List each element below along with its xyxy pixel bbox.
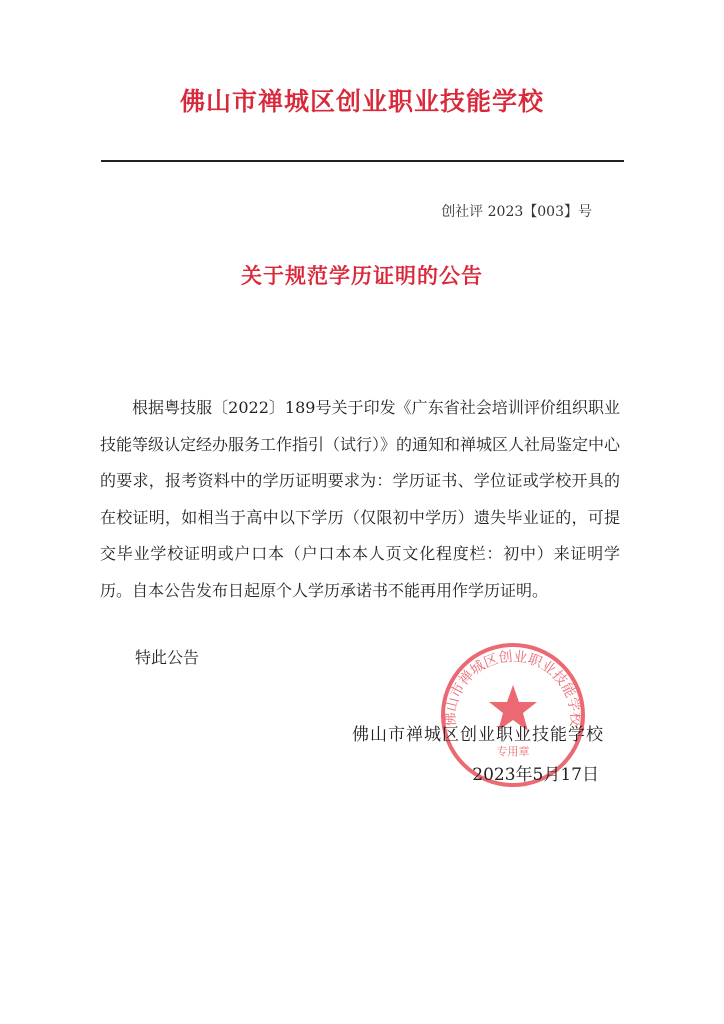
document-number: 创社评 2023【003】号: [441, 204, 592, 220]
signature-date: 2023年5月17日: [472, 765, 599, 785]
seal-text: 佛山市禅城区创业职业技能学校: [442, 648, 584, 727]
signer-organization: 佛山市禅城区创业职业技能学校: [352, 725, 604, 745]
closing-phrase: 特此公告: [135, 648, 200, 667]
header-divider: [101, 160, 624, 162]
notice-body: 根据粤技服〔2022〕189号关于印发《广东省社会培训评价组织职业技能等级认定经办服务工作指引（试行）》的通知和禅城区人社局鉴定中心的要求，报考资料中的学历证明要求为：学历证书、学位证或学校开具的在校证明，如相当于高中以下学历（仅限初中学历）遗失毕业证的，可提交毕业学校证明或户口本（户口本本人页文化程度栏：初中）来证明学历。自本公告发布日起原个人学历承诺书不能再用作学历证明。: [100, 398, 621, 600]
organization-header: 佛山市禅城区创业职业技能学校: [179, 87, 544, 116]
seal-subtext: 专用章: [496, 745, 530, 758]
notice-title: 关于规范学历证明的公告: [241, 264, 483, 288]
